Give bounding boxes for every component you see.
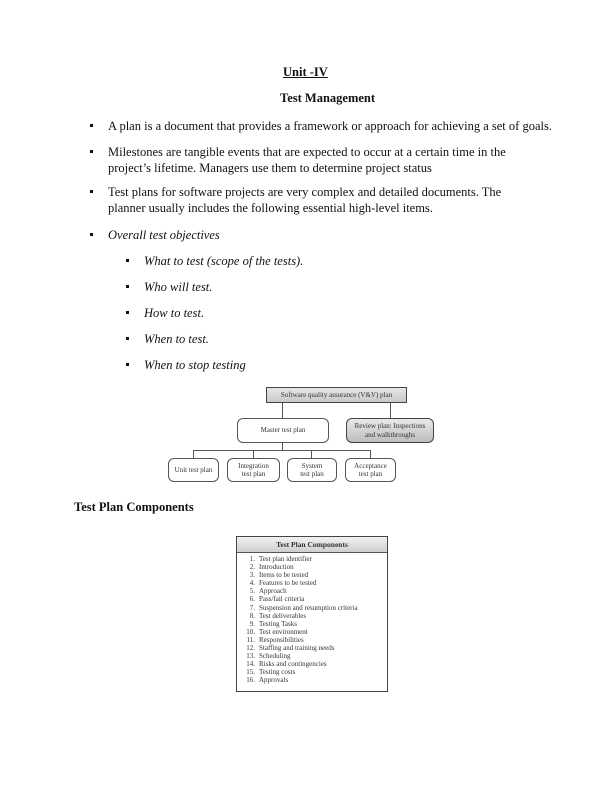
item-label: Test plan identifier bbox=[259, 555, 312, 563]
sub-bullet-item bbox=[126, 357, 426, 373]
item-label: Suspension and resumption criteria bbox=[259, 603, 358, 612]
bullet-text: Milestones are tangible events that are expected to occur at a certain time in the project’s lifetime. Managers use them to determine project status bbox=[108, 145, 506, 175]
item-label: Features to be tested bbox=[259, 579, 317, 588]
sub-bullet-item bbox=[126, 305, 426, 321]
item-number: 6. bbox=[249, 595, 255, 604]
list-item bbox=[237, 644, 387, 652]
item-number: 10. bbox=[246, 627, 255, 636]
item-label: Testing costs bbox=[259, 668, 296, 677]
list-item bbox=[237, 652, 387, 660]
bullet-icon bbox=[90, 150, 93, 153]
list-item bbox=[237, 579, 387, 587]
connector-line bbox=[253, 450, 254, 458]
item-number: 13. bbox=[246, 652, 255, 661]
connector-line bbox=[193, 450, 194, 458]
sub-bullet-text: Who will test. bbox=[144, 280, 213, 294]
connector-line bbox=[193, 450, 371, 451]
connector-line bbox=[282, 443, 283, 450]
bullet-item bbox=[90, 184, 550, 216]
bullet-icon bbox=[126, 363, 129, 366]
section-heading: Test Plan Components bbox=[74, 500, 194, 514]
item-number: 1. bbox=[249, 555, 255, 563]
connector-line bbox=[390, 403, 391, 418]
item-label: Staffing and training needs bbox=[259, 644, 335, 653]
list-item bbox=[237, 571, 387, 579]
list-item bbox=[237, 636, 387, 644]
item-number: 7. bbox=[249, 603, 255, 612]
sub-bullet-text: What to test (scope of the tests). bbox=[144, 254, 304, 268]
bullet-icon bbox=[126, 259, 129, 262]
item-label: Testing Tasks bbox=[259, 619, 297, 628]
item-number: 3. bbox=[249, 571, 255, 580]
connector-line bbox=[370, 450, 371, 458]
page-title: Test Management bbox=[280, 91, 376, 105]
list-item bbox=[237, 604, 387, 612]
diagram-node-acceptance-test-plan: Acceptance test plan bbox=[345, 458, 396, 482]
list-item bbox=[237, 620, 387, 628]
connector-line bbox=[282, 403, 283, 418]
list-item bbox=[237, 676, 387, 684]
item-label: Items to be tested bbox=[259, 571, 309, 580]
item-number: 12. bbox=[246, 644, 255, 653]
list-item bbox=[237, 628, 387, 636]
bullet-item bbox=[90, 144, 550, 176]
diagram-node-review-plan: Review plan: Inspections and walkthroughs bbox=[346, 418, 434, 443]
connector-line bbox=[311, 450, 312, 458]
diagram-node-master-test-plan: Master test plan bbox=[237, 418, 329, 443]
item-number: 14. bbox=[246, 660, 255, 669]
diagram-node-system-test-plan: System test plan bbox=[287, 458, 337, 482]
sub-bullet-text: When to stop testing bbox=[144, 358, 246, 372]
list-item bbox=[237, 587, 387, 595]
list-item bbox=[237, 563, 387, 571]
bullet-icon bbox=[126, 311, 129, 314]
list-item bbox=[237, 555, 387, 563]
item-number: 2. bbox=[249, 563, 255, 572]
item-number: 15. bbox=[246, 668, 255, 677]
sub-bullet-item bbox=[126, 253, 426, 269]
item-number: 5. bbox=[249, 587, 255, 596]
unit-heading: Unit -IV bbox=[283, 65, 328, 79]
bullet-icon bbox=[90, 124, 93, 127]
diagram-node-unit-test-plan: Unit test plan bbox=[168, 458, 219, 482]
diagram-node-sqa-plan: Software quality assurance (V&V) plan bbox=[266, 387, 407, 403]
item-number: 9. bbox=[249, 619, 255, 628]
bullet-icon bbox=[90, 190, 93, 193]
sub-bullet-text: When to test. bbox=[144, 332, 209, 346]
test-plan-components-table bbox=[236, 536, 388, 692]
item-number: 16. bbox=[246, 676, 255, 685]
item-label: Approvals bbox=[259, 676, 289, 685]
item-label: Test deliverables bbox=[259, 611, 307, 620]
sub-bullet-text: How to test. bbox=[144, 306, 205, 320]
components-list bbox=[237, 553, 387, 685]
bullet-text: A plan is a document that provides a framework or approach for achieving a set of goals. bbox=[108, 119, 552, 133]
item-number: 4. bbox=[249, 579, 255, 588]
bullet-text: Test plans for software projects are very complex and detailed documents. The planner usually includes the following essential high-level items. bbox=[108, 185, 502, 215]
item-label: Responsibilities bbox=[259, 635, 304, 644]
sub-bullet-item bbox=[126, 331, 426, 347]
sub-bullet-item bbox=[126, 279, 426, 295]
item-label: Introduction bbox=[259, 563, 294, 572]
list-item bbox=[237, 595, 387, 603]
bullet-item bbox=[90, 227, 550, 243]
list-item bbox=[237, 660, 387, 668]
bullet-icon bbox=[90, 233, 93, 236]
bullet-text: Overall test objectives bbox=[108, 228, 220, 242]
diagram-node-integration-test-plan: Integration test plan bbox=[227, 458, 280, 482]
list-item bbox=[237, 668, 387, 676]
item-label: Test environment bbox=[259, 627, 308, 636]
item-label: Risks and contingencies bbox=[259, 660, 327, 669]
item-label: Pass/fail criteria bbox=[259, 595, 305, 604]
item-number: 11. bbox=[246, 635, 255, 644]
item-label: Approach bbox=[259, 587, 287, 596]
bullet-icon bbox=[126, 337, 129, 340]
item-label: Scheduling bbox=[259, 652, 291, 661]
list-item bbox=[237, 612, 387, 620]
bullet-icon bbox=[126, 285, 129, 288]
table-title: Test Plan Components bbox=[237, 537, 387, 553]
bullet-item bbox=[90, 118, 550, 134]
item-number: 8. bbox=[249, 611, 255, 620]
